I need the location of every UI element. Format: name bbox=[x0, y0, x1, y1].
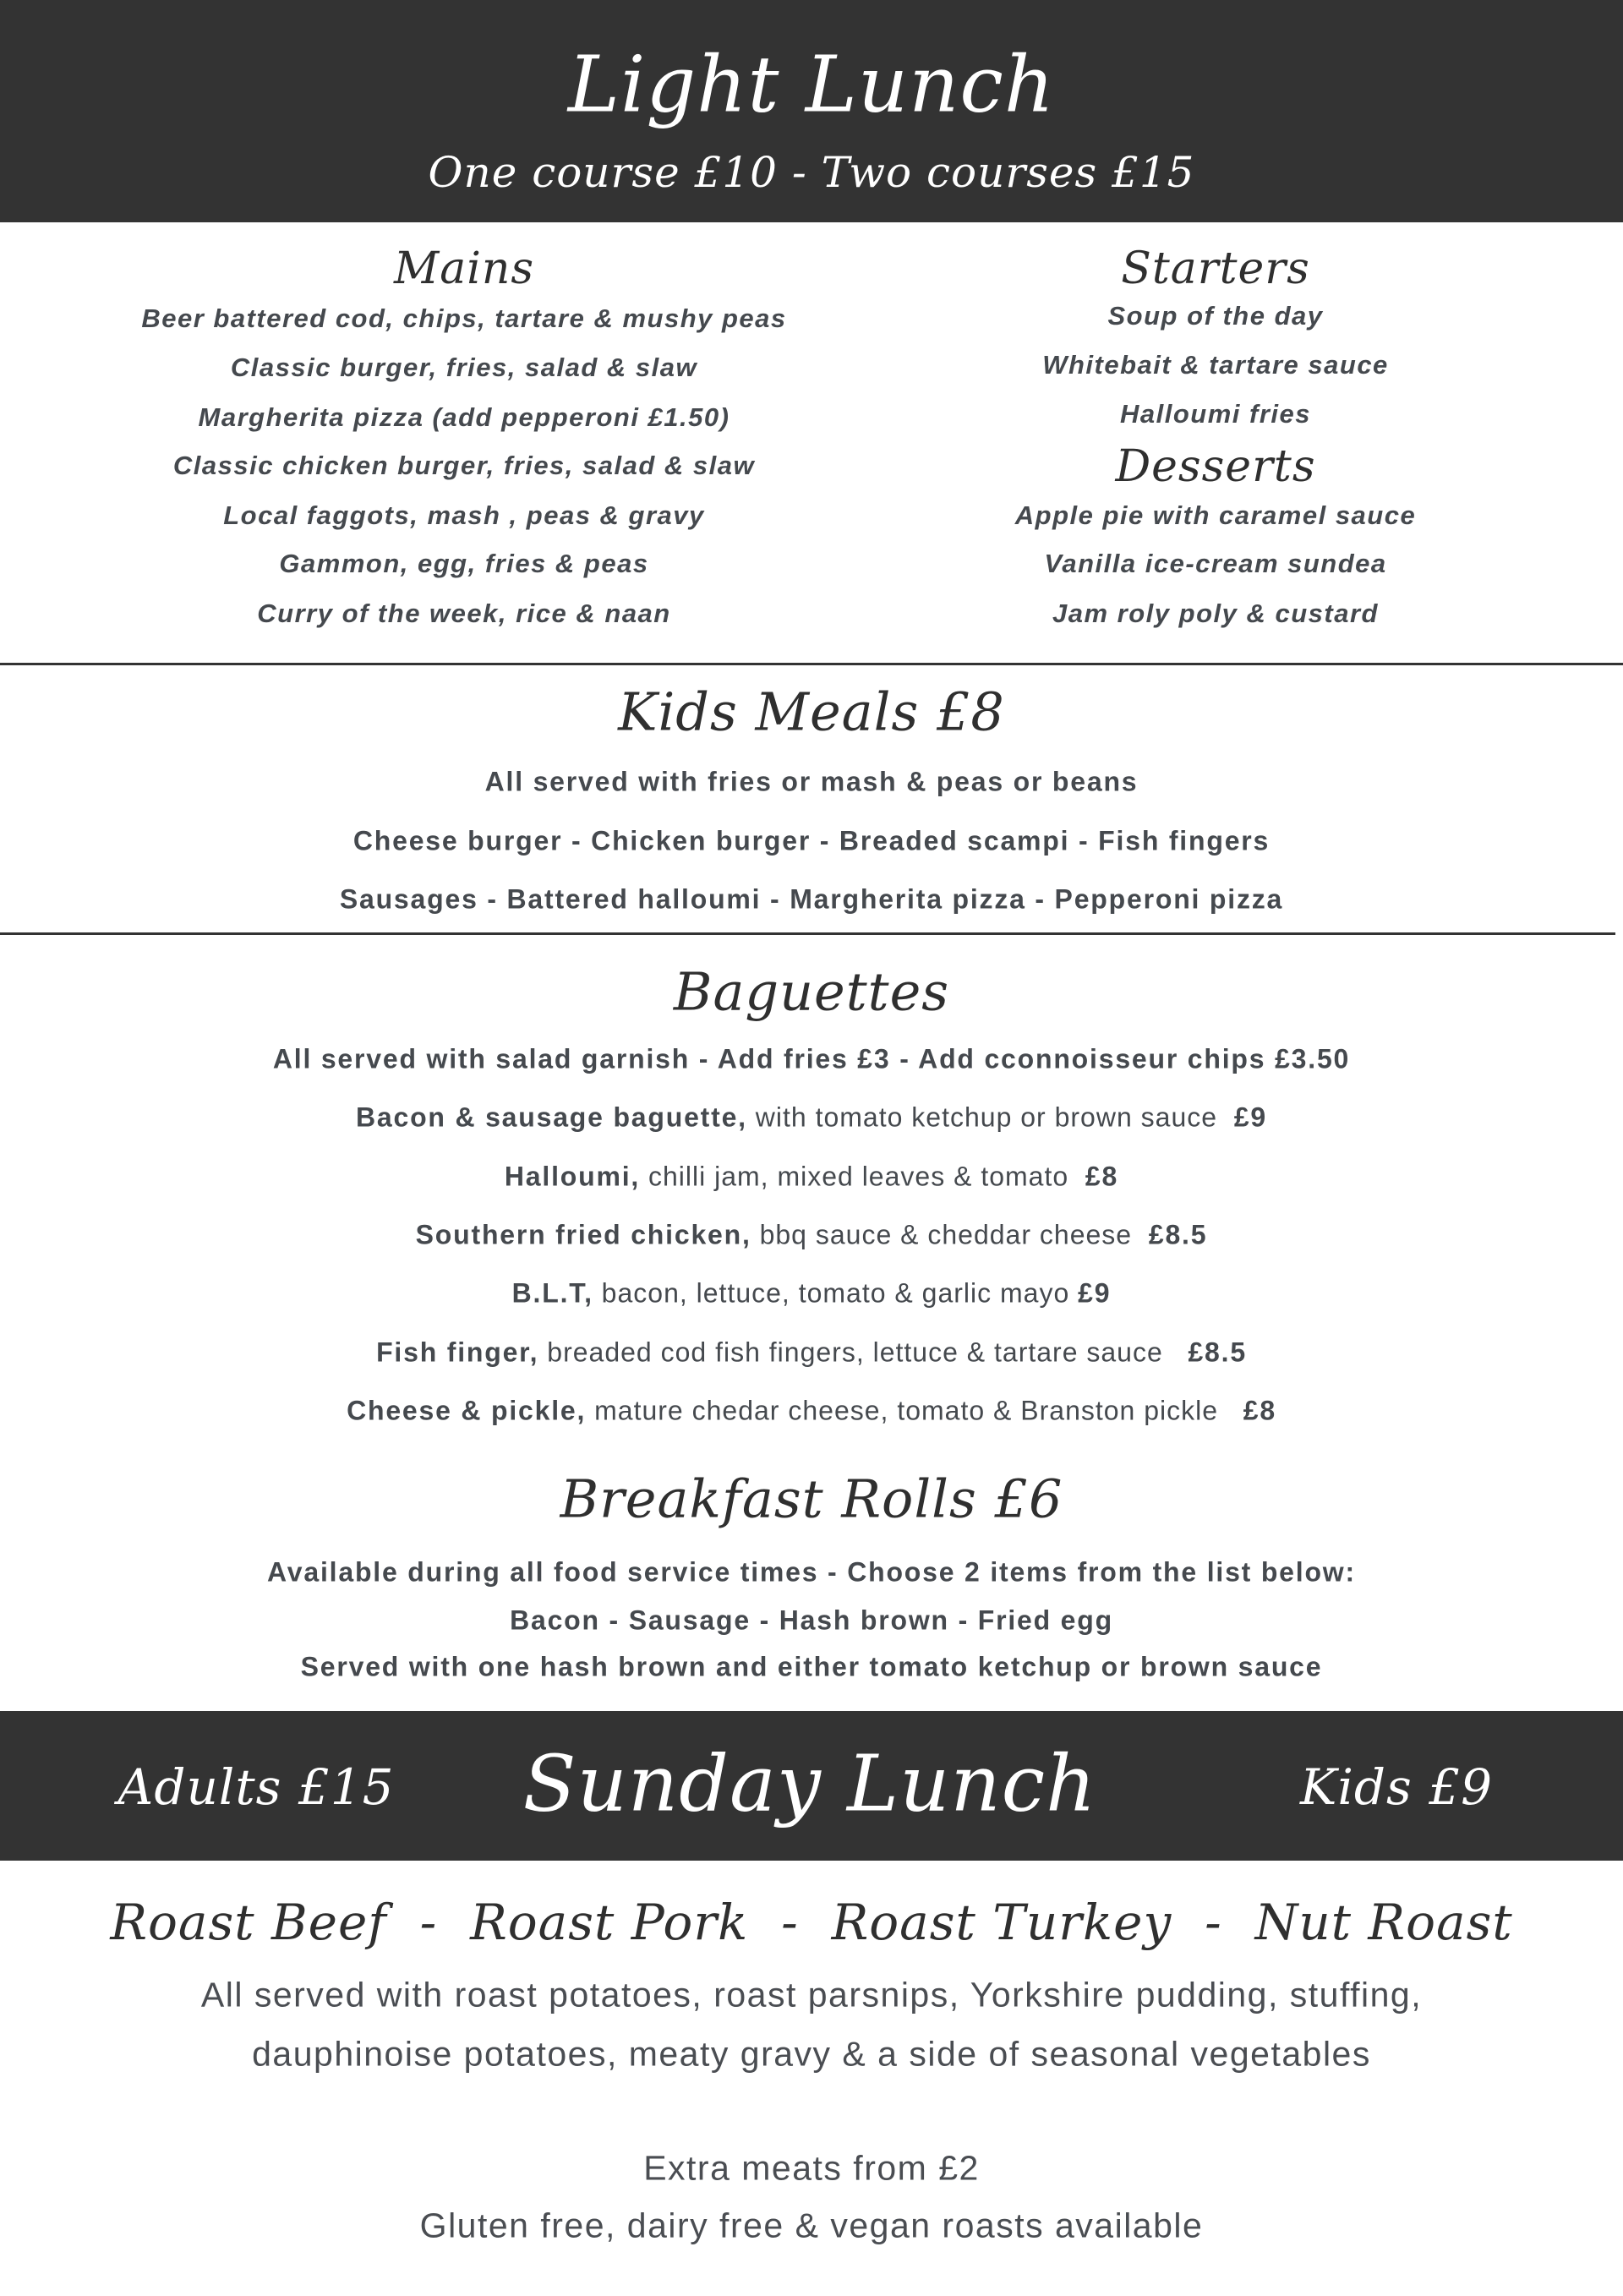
baguettes-heading: Baguettes bbox=[673, 960, 950, 1023]
baguettes-intro: All served with salad garnish - Add fries £3 - Add cconnoisseur chips £3.50 bbox=[272, 1043, 1351, 1074]
starters-item: Whitebait & tartare sauce bbox=[1042, 350, 1389, 380]
mains-item: Gammon, egg, fries & peas bbox=[279, 549, 649, 578]
mains-item: Local faggots, mash , peas & gravy bbox=[223, 500, 705, 530]
divider bbox=[0, 932, 1615, 935]
breakfast-rolls-heading: Breakfast Rolls £6 bbox=[560, 1468, 1063, 1530]
baguette-desc: breaded cod fish fingers, lettuce & tartare sauce bbox=[538, 1337, 1189, 1368]
desserts-item: Jam roly poly & custard bbox=[1052, 599, 1379, 628]
light-lunch-title: Light Lunch bbox=[567, 39, 1056, 130]
served-with-line: dauphinoise potatoes, meaty gravy & a side of seasonal vegetables bbox=[252, 2034, 1371, 2074]
kids-meals-heading: Kids Meals £8 bbox=[618, 681, 1005, 743]
baguette-name: Cheese & pickle, bbox=[347, 1395, 587, 1426]
breakfast-rolls-line: Available during all food service times - Choose 2 items from the list below: bbox=[267, 1556, 1356, 1588]
desserts-heading: Desserts bbox=[1115, 441, 1316, 492]
baguette-item bbox=[505, 1162, 1118, 1193]
adults-price: Adults £15 bbox=[117, 1758, 395, 1816]
starters-item: Halloumi fries bbox=[1120, 399, 1311, 429]
kids-meals-line: All served with fries or mash & peas or beans bbox=[484, 766, 1139, 797]
mains-item: Beer battered cod, chips, tartare & mushy peas bbox=[141, 303, 787, 333]
baguette-price: £9 bbox=[1233, 1102, 1268, 1133]
light-lunch-prices: One course £10 - Two courses £15 bbox=[428, 148, 1195, 197]
baguette-name: Bacon & sausage baguette, bbox=[355, 1102, 747, 1133]
mains-item: Classic chicken burger, fries, salad & slaw bbox=[172, 451, 756, 480]
baguette-price: £8.5 bbox=[1188, 1337, 1247, 1368]
divider bbox=[0, 663, 1623, 665]
extra-meats: Extra meats from £2 bbox=[643, 2148, 980, 2188]
baguette-item bbox=[376, 1337, 1247, 1369]
baguette-price: £8 bbox=[1243, 1395, 1276, 1426]
baguette-item bbox=[416, 1220, 1208, 1251]
kids-price: Kids £9 bbox=[1299, 1758, 1494, 1816]
baguette-price: £9 bbox=[1078, 1277, 1112, 1309]
baguette-desc: bbq sauce & cheddar cheese bbox=[751, 1219, 1149, 1250]
baguette-desc: with tomato ketchup or brown sauce bbox=[746, 1102, 1234, 1133]
baguette-price: £8.5 bbox=[1148, 1219, 1208, 1250]
desserts-item: Vanilla ice-cream sundea bbox=[1044, 549, 1387, 578]
baguette-price: £8 bbox=[1085, 1161, 1119, 1192]
baguette-desc: bacon, lettuce, tomato & garlic mayo bbox=[593, 1277, 1079, 1309]
mains-heading: Mains bbox=[393, 243, 535, 294]
kids-meals-line: Sausages - Battered halloumi - Margherita pizza - Pepperoni pizza bbox=[339, 883, 1284, 915]
breakfast-rolls-line: Bacon - Sausage - Hash brown - Fried egg bbox=[510, 1604, 1113, 1636]
sunday-lunch-title: Sunday Lunch bbox=[522, 1738, 1097, 1829]
mains-item: Curry of the week, rice & naan bbox=[257, 599, 671, 628]
baguette-desc: mature chedar cheese, tomato & Branston pickle bbox=[586, 1395, 1243, 1426]
baguette-name: Southern fried chicken, bbox=[415, 1219, 751, 1250]
baguette-item bbox=[512, 1278, 1112, 1309]
roasts-list: Roast Beef - Roast Pork - Roast Turkey - Nut Roast bbox=[110, 1894, 1513, 1951]
starters-item: Soup of the day bbox=[1107, 301, 1324, 331]
baguette-name: Fish finger, bbox=[376, 1337, 539, 1368]
dietary-note: Gluten free, dairy free & vegan roasts available bbox=[419, 2206, 1204, 2245]
breakfast-rolls-line: Served with one hash brown and either tomato ketchup or brown sauce bbox=[300, 1651, 1323, 1682]
mains-item: Margherita pizza (add pepperoni £1.50) bbox=[198, 402, 730, 432]
mains-item: Classic burger, fries, salad & slaw bbox=[230, 353, 698, 382]
kids-meals-line: Cheese burger - Chicken burger - Breaded scampi - Fish fingers bbox=[352, 825, 1271, 856]
served-with-line: All served with roast potatoes, roast parsnips, Yorkshire pudding, stuffing, bbox=[200, 1975, 1423, 2014]
baguette-item bbox=[356, 1102, 1267, 1134]
starters-heading: Starters bbox=[1121, 243, 1310, 294]
baguette-name: B.L.T, bbox=[511, 1277, 593, 1309]
baguette-item bbox=[347, 1396, 1276, 1427]
baguette-desc: chilli jam, mixed leaves & tomato bbox=[640, 1161, 1085, 1192]
baguette-name: Halloumi, bbox=[504, 1161, 641, 1192]
desserts-item: Apple pie with caramel sauce bbox=[1014, 500, 1417, 530]
